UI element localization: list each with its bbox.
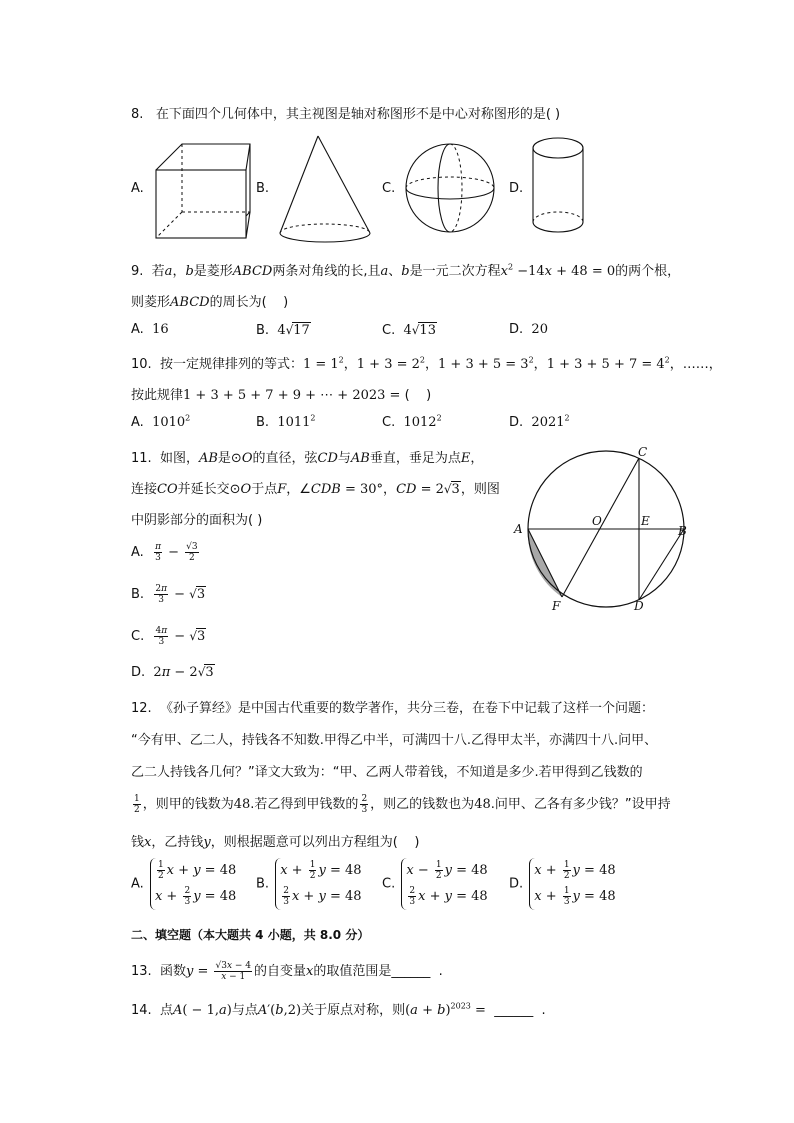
label-f: F <box>552 599 561 613</box>
q11-option-c: C. $\frac{4\pi}{3}$ − √3 <box>131 626 206 647</box>
q10-line2: 按此规律1 + 3 + 5 + 7 + 9 + ⋯ + 2023 = ( ) <box>131 388 432 403</box>
cone-figure <box>276 132 376 244</box>
q12-line5: 钱x，乙持钱y，则根据题意可以列出方程组为( ) <box>131 835 420 850</box>
q12-line1: 12. 《孙子算经》是中国古代重要的数学著作，共分三卷，在卷下中记载了这样一个问题： <box>131 701 654 716</box>
q14-blank[interactable]: ______ <box>494 1003 534 1018</box>
section-2-title: 二、填空题（本大题共 4 小题，共 8.0 分） <box>131 928 370 942</box>
q11-circle-figure <box>508 440 698 615</box>
q10-line1: 10. 按一定规律排列的等式：$1 = 1^2$，$1 + 3 = 2^2$，$1 + 3 + 5 = 3^2$，$1 + 3 + 5 + 7 = 4^2$，……， <box>131 355 722 372</box>
q12-option-d: D. x + $\frac{1}{2}$ y = 48 x + $\frac{1}{3}$ y = 48 <box>509 858 616 910</box>
q9-option-b: B. 4√17 <box>256 323 310 338</box>
q12-line4: $\frac{1}{2}$ ，则甲的钱数为48.若乙得到甲钱数的 $\frac{2}{3}$ ，则乙的钱数也为48.问甲、乙各有多少钱？”设甲持 <box>134 794 671 815</box>
q12-option-c: C. x − $\frac{1}{2}$ y = 48 $\frac{2}{3}$ x + y = 48 <box>382 858 488 910</box>
q12-option-a: A. $\frac{1}{2}$ x + y = 48 x + $\frac{2}{3}$ y = 48 <box>131 858 236 910</box>
q12-line3: 乙二人持钱各几何？”译文大致为：“甲、乙两人带着钱，不知道是多少.若甲得到乙钱数的 <box>131 765 643 780</box>
q9-option-c: C. 4√13 <box>382 323 436 338</box>
q8-option-b-label: B. <box>256 181 270 196</box>
q10-option-a: A. 1010$^2$ <box>131 413 191 430</box>
q8-option-d-label: D. <box>509 181 524 196</box>
label-o: O <box>592 514 602 528</box>
q8-option-c-label: C. <box>382 181 396 196</box>
cube-figure <box>150 140 260 240</box>
label-a: A <box>514 522 523 536</box>
q11-line3: 中阴影部分的面积为( ) <box>131 513 263 528</box>
q14-line: 14. 点A( − 1,a)与点A′(b,2)关于原点对称，则$(a + b)^{2023}$ = ______ . <box>131 1001 546 1018</box>
q9-option-d: D. 20 <box>509 322 548 337</box>
label-e: E <box>641 514 650 528</box>
q11-option-b: B. $\frac{2\pi}{3}$ − √3 <box>131 584 206 605</box>
q8-stem: 8. 在下面四个几何体中，其主视图是轴对称图形不是中心对称图形的是( ) <box>131 107 561 122</box>
q10-option-d: D. 2021$^2$ <box>509 413 570 430</box>
q8-option-a-label: A. <box>131 181 144 196</box>
q9-line2: 则菱形ABCD的周长为( ) <box>131 295 289 310</box>
q9-line1: 9. 若a，b是菱形ABCD两条对角线的长,且a、b是一元二次方程$x^2 -14x + 48 = 0$的两个根， <box>131 262 681 279</box>
sphere-figure <box>402 140 500 238</box>
label-b: B <box>678 524 687 538</box>
cylinder-figure <box>528 134 590 242</box>
q11-option-d: D. 2π − 2√3 <box>131 665 214 680</box>
q10-option-b: B. 1011$^2$ <box>256 413 316 430</box>
q12-option-b: B. x + $\frac{1}{2}$ y = 48 $\frac{2}{3}$ x + y = 48 <box>256 858 362 910</box>
q11-line2: 连接CO并延长交⊙O于点F，∠CDB = 30°，CD = 2√3，则图 <box>131 482 500 497</box>
q11-option-a: A. $\frac{\pi}{3}$ − $\frac{√3}{2}$ <box>131 542 198 563</box>
q12-line2: “今有甲、乙二人，持钱各不知数.甲得乙中半，可满四十八.乙得甲太半，亦满四十八.问甲、 <box>131 733 658 748</box>
q11-line1: 11. 如图，AB是⊙O的直径，弦CD与AB垂直，垂足为点E， <box>131 451 484 466</box>
label-d: D <box>634 599 644 613</box>
q10-option-c: C. 1012$^2$ <box>382 413 442 430</box>
q13-line: 13. 函数y = $\frac{√3x - 4}{x - 1}$ 的自变量x的取值范围是______ . <box>131 961 443 982</box>
q13-blank[interactable]: ______ <box>391 964 431 979</box>
label-c: C <box>638 445 648 459</box>
q9-option-a: A. 16 <box>131 322 169 337</box>
